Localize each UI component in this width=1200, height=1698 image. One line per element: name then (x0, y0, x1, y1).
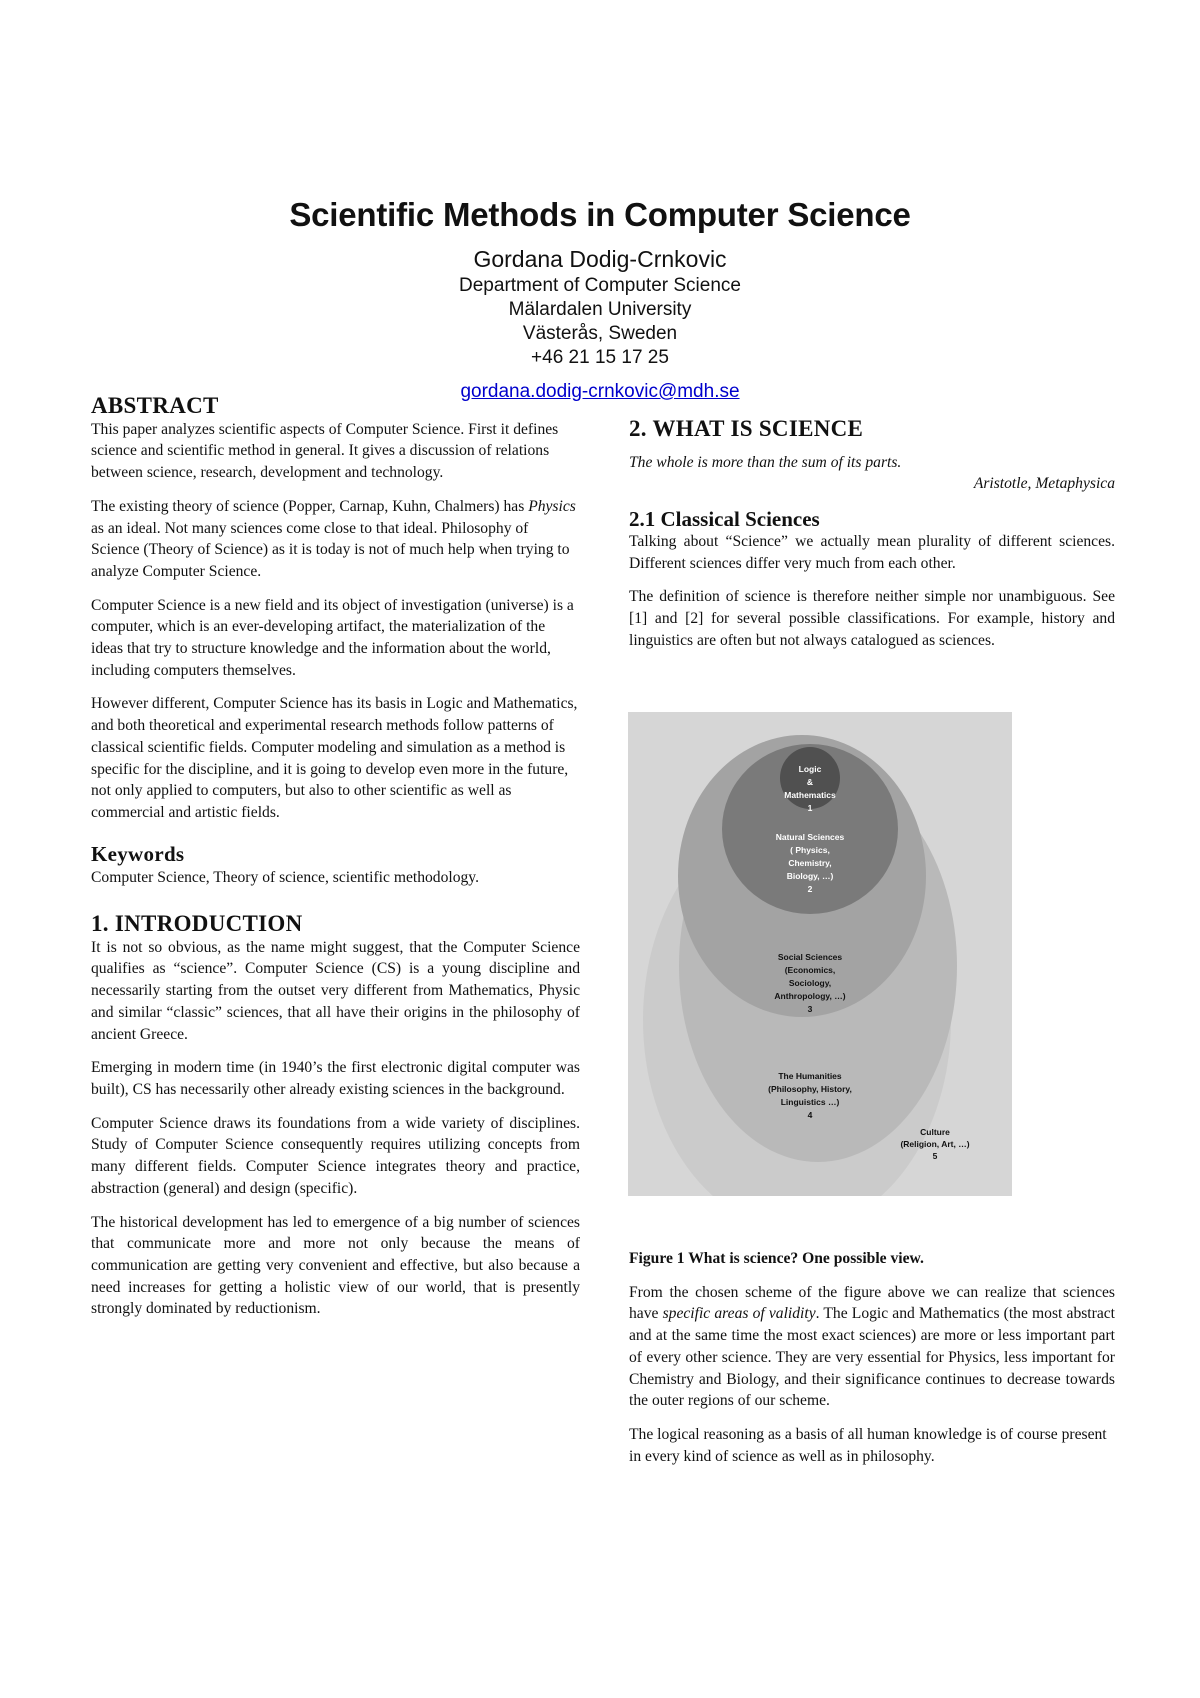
section2-quote: The whole is more than the sum of its parts. (629, 453, 902, 471)
author-block (0, 244, 1200, 404)
keywords-text: Computer Science, Theory of science, scientific methodology. (91, 869, 479, 887)
intro-paragraph-4: The historical development has led to emergence of a big number of sciences that communicate more and more not only because the means of communication are getting very convenient and effective, but also because a need increases for getting a holistic view of our world, that is presently strongly dominated by reductionism. (91, 1213, 580, 1318)
natural-sciences-label-line: Biology, …) (786, 871, 834, 881)
natural-sciences-label-line: Chemistry, (788, 858, 832, 868)
author-department: Department of Computer Science (459, 275, 741, 296)
intro-paragraph-3: Computer Science draws its foundations from a wide variety of disciplines. Study of Computer Science consequently requires utilizing concepts from many different fields. Computer Science integrates theory and practice, abstraction (general) and design (specific). (91, 1114, 580, 1197)
right-column (629, 418, 1115, 663)
social-sciences-label-line: 3 (807, 1004, 813, 1014)
section2-quote-attribution: Aristotle, Metaphysica (973, 475, 1115, 493)
social-sciences-label-line: Social Sciences (777, 952, 843, 962)
abstract-heading: ABSTRACT (91, 393, 219, 418)
figure-1-caption: Figure 1 What is science? One possible view. (629, 1250, 924, 1267)
natural-sciences-label-line: 2 (807, 884, 813, 894)
natural-sciences-label-line: ( Physics, (790, 845, 830, 855)
social-sciences-label-line: (Economics, (784, 965, 836, 975)
humanities-label-line: The Humanities (778, 1071, 842, 1081)
section2-paragraph-3: From the chosen scheme of the figure above we can realize that sciences have specific areas of validity. The Logic and Mathematics (the most abstract and at the same time the most exact sciences) are more or less important part of every other science. They are very essential for Physics, less important for Chemistry and Biology, and their significance continues to decrease towards the outer regions of our scheme. (629, 1283, 1116, 1410)
abstract-paragraph-3: Computer Science is a new field and its object of investigation (universe) is a computer, which is an ever-developing artifact, the materialization of the ideas that try to structure knowledge and the information about the world, including computers themselves. (91, 596, 574, 679)
social-sciences-label-line: Anthropology, …) (774, 991, 846, 1001)
author-location: Västerås, Sweden (522, 323, 678, 344)
left-column (91, 393, 580, 1332)
figure-1 (628, 712, 1012, 1196)
intro-paragraph-2: Emerging in modern time (in 1940’s the first electronic digital computer was built), CS has necessarily other already existing sciences in the background. (91, 1059, 580, 1098)
abstract-paragraph-2: The existing theory of science (Popper, Carnap, Kuhn, Chalmers) has Physics as an ideal. Not many sciences come close to that ideal. Philosophy of Science (Theory of Science) as it is today is not of much help when trying to analyze Computer Science. (91, 497, 576, 580)
abstract-paragraph-4: However different, Computer Science has its basis in Logic and Mathematics, and both theoretical and experimental research methods follow patterns of classical scientific fields. Computer modeling and simulation as a method is specific for the discipline, and it is going to develop even more in the future, not only applied to computers, but also to other scientific as well as commercial and artistic fields. (91, 695, 578, 821)
logic-mathematics-label-line: & (806, 777, 814, 787)
emphasis: Physics (528, 497, 576, 515)
author-phone: +46 21 15 17 25 (531, 347, 669, 368)
section2-paragraph-4: The logical reasoning as a basis of all human knowledge is of course present in every kind of science as well as in philosophy. (629, 1425, 1107, 1465)
right-column-lower (629, 1248, 1115, 1479)
author-university: Mälardalen University (508, 299, 692, 320)
humanities-label-line: (Philosophy, History, (768, 1084, 852, 1094)
logic-mathematics-label-line: 1 (807, 803, 813, 813)
humanities-label-line: Linguistics …) (780, 1097, 840, 1107)
logic-mathematics-label-line: Mathematics (784, 790, 836, 800)
keywords-heading: Keywords (91, 841, 185, 866)
culture-label-line: 5 (932, 1151, 938, 1161)
emphasis: specific areas of validity (662, 1305, 816, 1323)
social-sciences-label-line: Sociology, (788, 978, 832, 988)
culture-label-line: (Religion, Art, …) (900, 1139, 970, 1149)
introduction-heading: 1. INTRODUCTION (91, 911, 303, 937)
paper-title: Scientific Methods in Computer Science (289, 196, 911, 233)
section2-paragraph-2: The definition of science is therefore neither simple nor unambiguous. See [1] and [2] for several possible classifications. For example, history and linguistics are often but not always catalogued as sciences. (629, 588, 1115, 649)
figure-1-diagram (628, 712, 1012, 1196)
author-email-link[interactable]: gordana.dodig-crnkovic@mdh.se (460, 381, 740, 402)
logic-mathematics-label-line: Logic (798, 764, 822, 774)
section2-paragraph-1: Talking about “Science” we actually mean plurality of different sciences. Different sciences differ very much from each other. (629, 532, 1115, 572)
abstract-paragraph-1: This paper analyzes scientific aspects of Computer Science. First it defines science and scientific method in general. It gives a discussion of relations between science, research, development and technology. (91, 420, 559, 482)
humanities-label-line: 4 (807, 1110, 813, 1120)
natural-sciences-label-line: Natural Sciences (775, 832, 845, 842)
culture-label-line: Culture (920, 1127, 950, 1137)
author-name: Gordana Dodig-Crnkovic (473, 246, 727, 272)
subsection-2-1-heading: 2.1 Classical Sciences (629, 507, 820, 532)
intro-paragraph-1: It is not so obvious, as the name might suggest, that the Computer Science qualifies as “science”. Computer Science (CS) is a young discipline and necessarily starting from the outset very different from Mathematics, Physic and similar “classic” sciences, that all have their origins in the philosophy of ancient Greece. (91, 938, 580, 1043)
section2-heading: 2. WHAT IS SCIENCE (629, 416, 864, 441)
